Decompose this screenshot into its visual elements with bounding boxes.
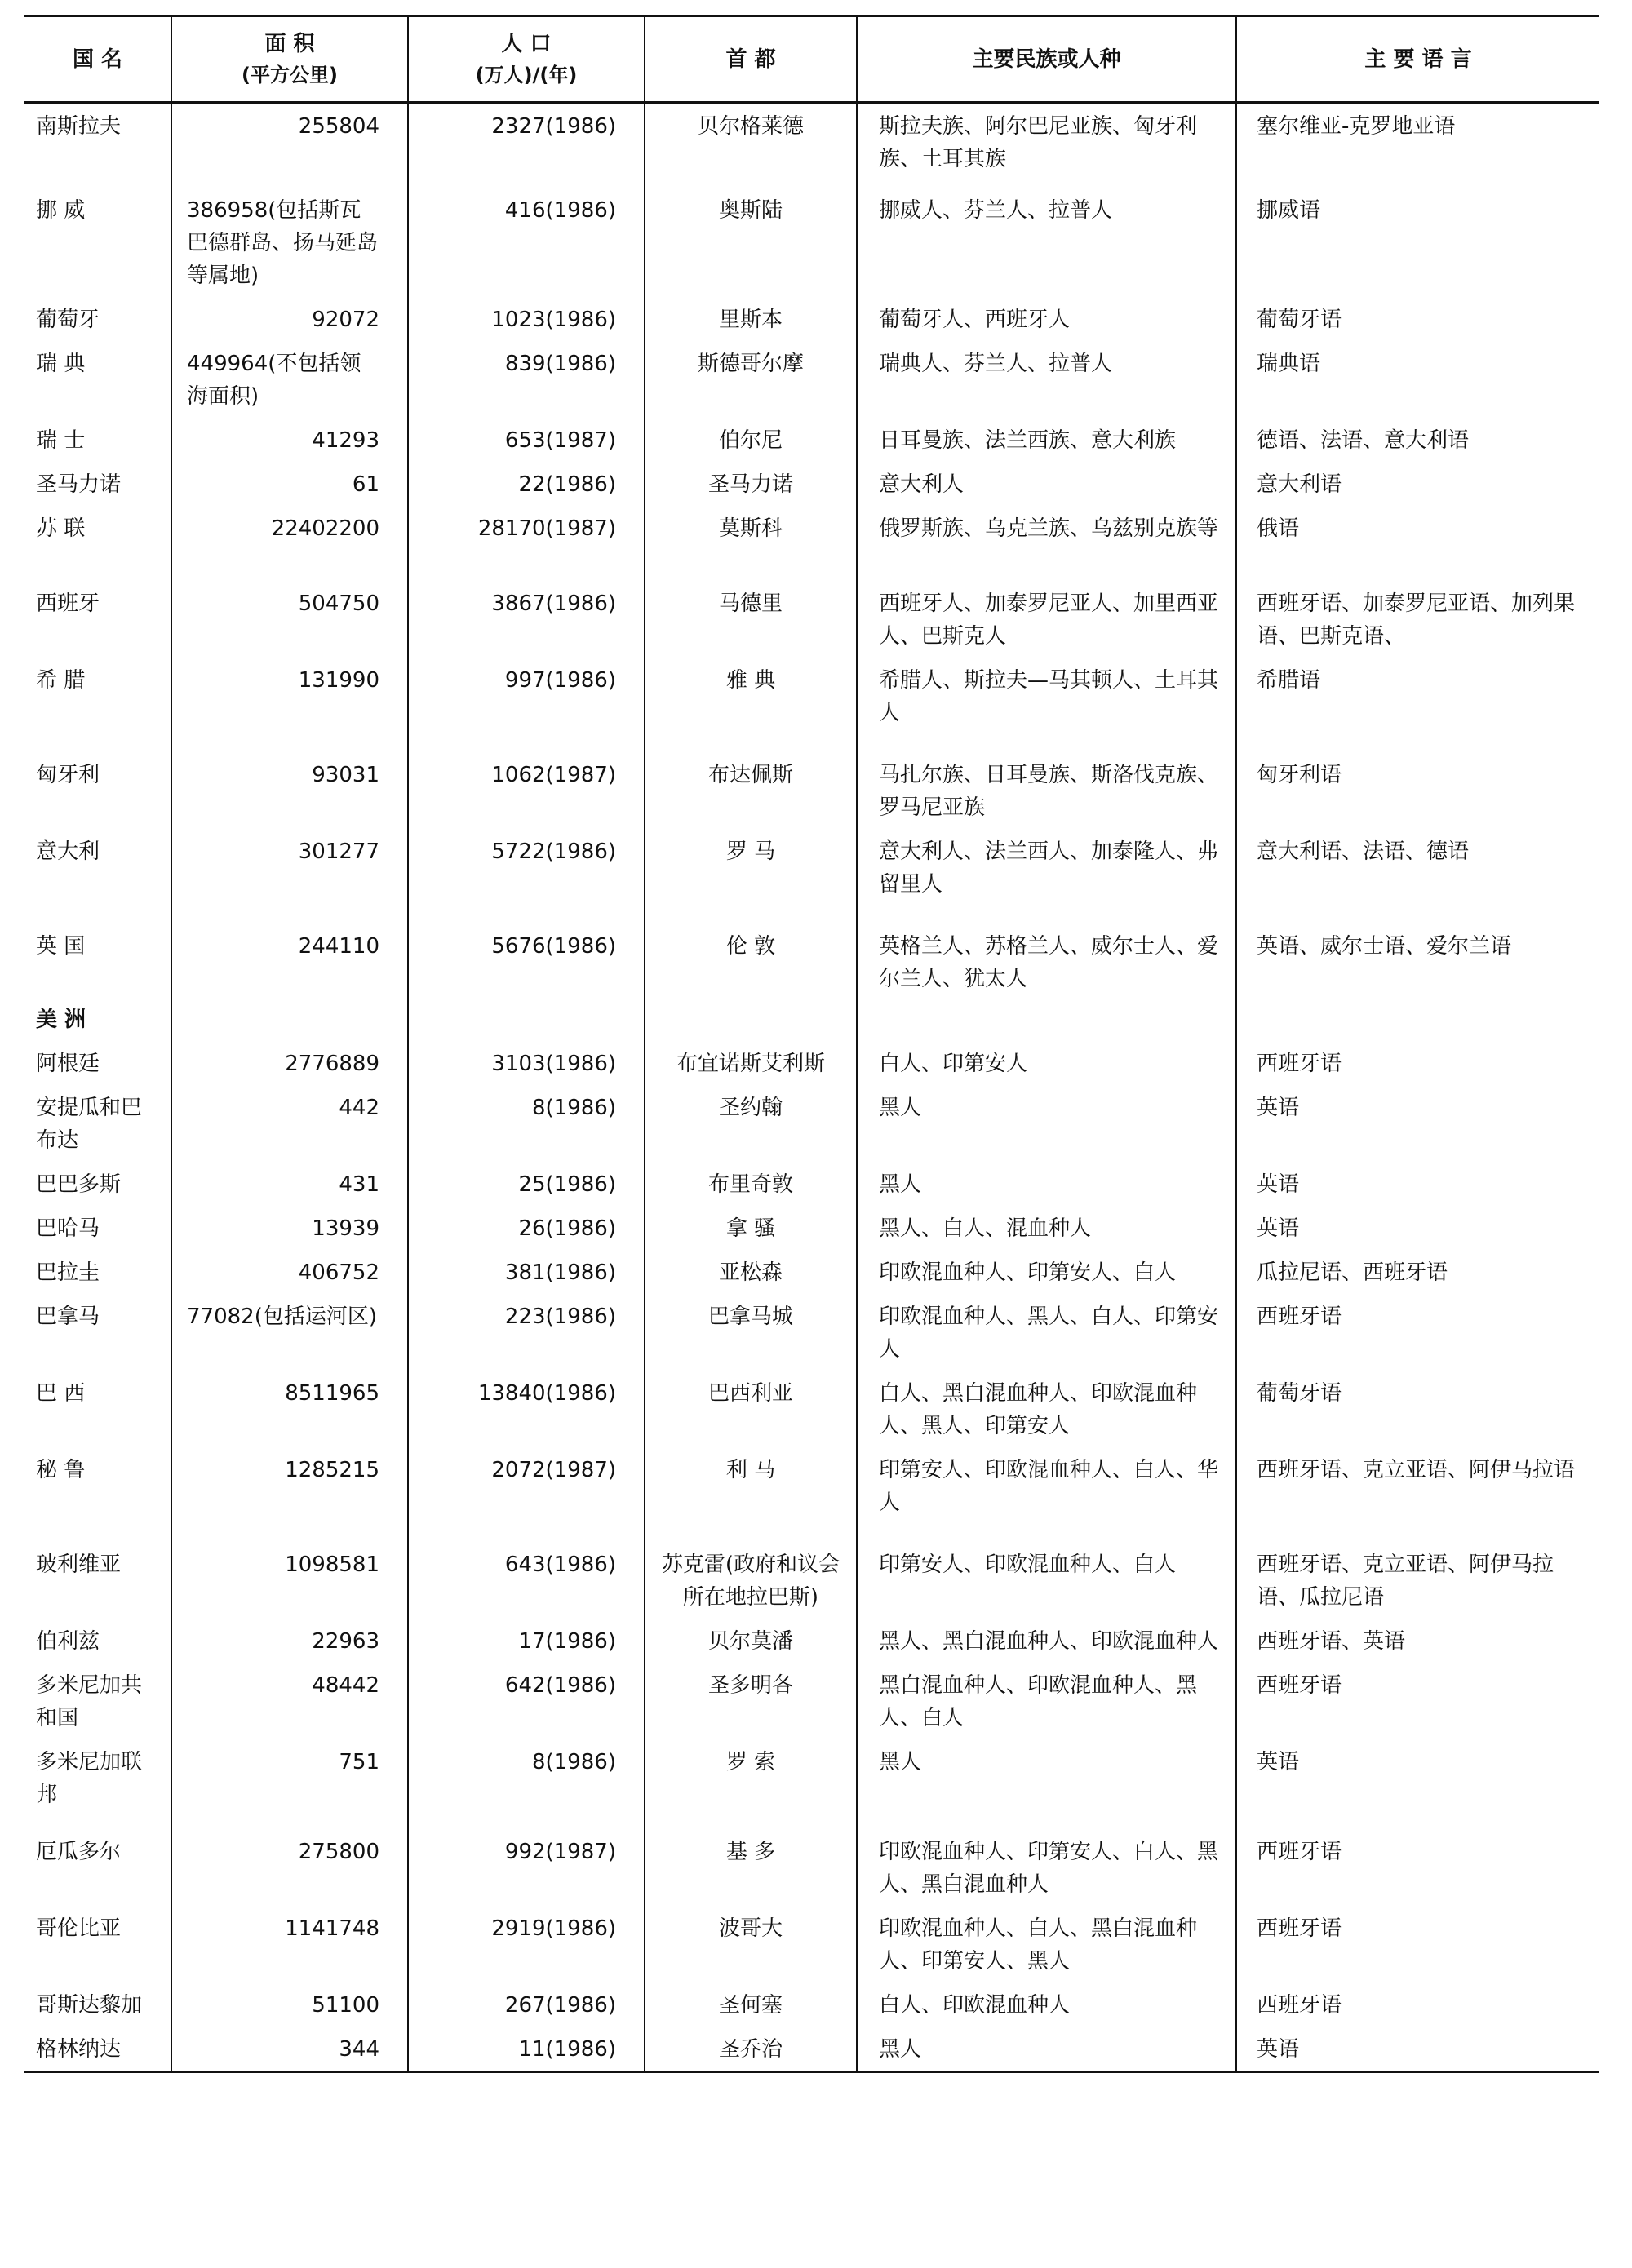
main-languages: 西班牙语 (1236, 1663, 1599, 1739)
population-value: 26(1986) (408, 1206, 645, 1250)
table-row (24, 1619, 1599, 1663)
area-value: 92072 (171, 297, 408, 341)
ethnic-groups: 白人、印第安人 (857, 1041, 1236, 1085)
main-languages: 英语 (1236, 1085, 1599, 1162)
capital-name: 里斯本 (645, 297, 857, 341)
area-value: 13939 (171, 1206, 408, 1250)
country-name: 巴拉圭 (36, 1260, 100, 1285)
section-row (24, 1000, 1599, 1041)
table-row (24, 1663, 1599, 1739)
area-value: 1141748 (171, 1906, 408, 1982)
area-value: 51100 (171, 1982, 408, 2027)
capital-name: 伯尔尼 (645, 418, 857, 462)
capital-name: 拿 骚 (645, 1206, 857, 1250)
header-population-label: 人 口 (501, 31, 552, 56)
country-name: 巴 西 (36, 1380, 86, 1406)
table-row (24, 103, 1599, 188)
country-name: 葡萄牙 (36, 307, 100, 332)
population-value: 223(1986) (408, 1294, 645, 1371)
table-row (24, 581, 1599, 658)
table-row (24, 1982, 1599, 2027)
empty-cell (1236, 1000, 1599, 1041)
main-languages: 匈牙利语 (1236, 752, 1599, 829)
population-value: 839(1986) (408, 341, 645, 418)
population-value: 3103(1986) (408, 1041, 645, 1085)
population-value: 653(1987) (408, 418, 645, 462)
main-languages: 英语 (1236, 1206, 1599, 1250)
main-languages: 瑞典语 (1236, 341, 1599, 418)
main-languages: 西班牙语 (1236, 1906, 1599, 1982)
area-value: 406752 (171, 1250, 408, 1294)
table-row (24, 658, 1599, 752)
population-value: 22(1986) (408, 462, 645, 506)
capital-name: 圣乔治 (645, 2027, 857, 2072)
table-row (24, 1906, 1599, 1982)
population-value: 1062(1987) (408, 752, 645, 829)
country-name: 安提瓜和巴布达 (36, 1095, 143, 1153)
capital-name: 贝尔格莱德 (645, 103, 857, 188)
capital-name: 波哥大 (645, 1906, 857, 1982)
table-row (24, 418, 1599, 462)
country-name: 挪 威 (36, 197, 86, 223)
capital-name: 雅 典 (645, 658, 857, 752)
country-name: 巴哈马 (36, 1216, 100, 1241)
capital-name: 布达佩斯 (645, 752, 857, 829)
country-name: 圣马力诺 (36, 472, 122, 497)
country-name: 多米尼加共和国 (36, 1672, 143, 1730)
ethnic-groups: 印欧混血种人、印第安人、白人、黑人、黑白混血种人 (857, 1829, 1236, 1906)
country-table-page (24, 15, 1599, 2073)
section-label: 美 洲 (36, 1007, 86, 1032)
population-value: 992(1987) (408, 1829, 645, 1906)
area-value: 8511965 (171, 1371, 408, 1447)
ethnic-groups: 黑人 (857, 1085, 1236, 1162)
ethnic-groups: 日耳曼族、法兰西族、意大利族 (857, 418, 1236, 462)
header-population-unit: (万人)/(年) (475, 63, 578, 86)
capital-name: 伦 敦 (645, 924, 857, 1000)
ethnic-groups: 黑人 (857, 2027, 1236, 2072)
header-area-label: 面 积 (264, 31, 315, 56)
main-languages: 葡萄牙语 (1236, 1371, 1599, 1447)
country-name: 格林纳达 (24, 2027, 171, 2072)
area-value: 131990 (171, 658, 408, 752)
main-languages: 西班牙语、克立亚语、阿伊马拉语、瓜拉尼语 (1236, 1542, 1599, 1619)
population-value: 5676(1986) (408, 924, 645, 1000)
capital-name: 巴西利亚 (645, 1371, 857, 1447)
area-value: 449964(不包括领海面积) (171, 341, 408, 418)
area-value: 61 (171, 462, 408, 506)
main-languages: 英语 (1236, 2027, 1599, 2072)
ethnic-groups: 意大利人 (857, 462, 1236, 506)
population-value: 643(1986) (408, 1542, 645, 1619)
population-value: 997(1986) (408, 658, 645, 752)
area-value: 22963 (171, 1619, 408, 1663)
ethnic-groups: 印欧混血种人、黑人、白人、印第安人 (857, 1294, 1236, 1371)
population-value: 25(1986) (408, 1162, 645, 1206)
table-row (24, 1041, 1599, 1085)
capital-name: 斯德哥尔摩 (645, 341, 857, 418)
country-name: 秘 鲁 (36, 1457, 86, 1482)
area-value: 77082(包括运河区) (171, 1294, 408, 1371)
ethnic-groups: 印第安人、印欧混血种人、白人 (857, 1542, 1236, 1619)
area-value: 275800 (171, 1829, 408, 1906)
main-languages: 挪威语 (1236, 188, 1599, 297)
country-table (24, 15, 1599, 2073)
area-value: 442 (171, 1085, 408, 1162)
main-languages: 英语 (1236, 1162, 1599, 1206)
table-row (24, 506, 1599, 581)
population-value: 642(1986) (408, 1663, 645, 1739)
population-value: 17(1986) (408, 1619, 645, 1663)
table-row (24, 1162, 1599, 1206)
header-language-label: 主 要 语 言 (1364, 47, 1472, 72)
country-name: 厄瓜多尔 (36, 1839, 122, 1864)
ethnic-groups: 葡萄牙人、西班牙人 (857, 297, 1236, 341)
empty-cell (408, 1000, 645, 1041)
header-ethnic (857, 16, 1236, 103)
population-value: 2072(1987) (408, 1447, 645, 1542)
capital-name: 罗 马 (645, 829, 857, 924)
main-languages: 希腊语 (1236, 658, 1599, 752)
country-name: 哥伦比亚 (36, 1916, 122, 1941)
main-languages: 西班牙语 (1236, 1294, 1599, 1371)
header-language (1236, 16, 1599, 103)
header-ethnic-label: 主要民族或人种 (972, 47, 1121, 72)
table-row (24, 924, 1599, 1000)
area-value: 1098581 (171, 1542, 408, 1619)
ethnic-groups: 白人、印欧混血种人 (857, 1982, 1236, 2027)
capital-name: 圣马力诺 (645, 462, 857, 506)
table-row (24, 1371, 1599, 1447)
population-value: 416(1986) (408, 188, 645, 297)
capital-name: 贝尔莫潘 (645, 1619, 857, 1663)
area-value: 751 (171, 1739, 408, 1829)
main-languages: 意大利语、法语、德语 (1236, 829, 1599, 924)
table-row (24, 188, 1599, 297)
header-capital (645, 16, 857, 103)
country-name: 巴拿马 (36, 1304, 100, 1329)
area-value: 255804 (171, 103, 408, 188)
capital-name: 莫斯科 (645, 506, 857, 581)
population-value: 5722(1986) (408, 829, 645, 924)
country-name: 南斯拉夫 (36, 114, 122, 139)
country-name: 西班牙 (36, 591, 100, 616)
table-row (24, 462, 1599, 506)
header-country (24, 16, 171, 103)
area-value: 386958(包括斯瓦巴德群岛、扬马延岛等属地) (171, 188, 408, 297)
ethnic-groups: 俄罗斯族、乌克兰族、乌兹别克族等 (857, 506, 1236, 581)
main-languages: 意大利语 (1236, 462, 1599, 506)
country-name: 匈牙利 (36, 762, 100, 787)
ethnic-groups: 白人、黑白混血种人、印欧混血种人、黑人、印第安人 (857, 1371, 1236, 1447)
population-value: 8(1986) (408, 1085, 645, 1162)
area-value: 48442 (171, 1663, 408, 1739)
empty-cell (857, 1000, 1236, 1041)
capital-name: 苏克雷(政府和议会所在地拉巴斯) (645, 1542, 857, 1619)
table-header (24, 16, 1599, 103)
capital-name: 圣多明各 (645, 1663, 857, 1739)
country-name: 多米尼加联邦 (36, 1749, 143, 1807)
table-row (24, 297, 1599, 341)
header-area-unit: (平方公里) (242, 63, 338, 86)
population-value: 267(1986) (408, 1982, 645, 2027)
area-value: 1285215 (171, 1447, 408, 1542)
main-languages: 西班牙语、克立亚语、阿伊马拉语 (1236, 1447, 1599, 1542)
population-value: 2919(1986) (408, 1906, 645, 1982)
main-languages: 英语 (1236, 1739, 1599, 1829)
main-languages: 塞尔维亚-克罗地亚语 (1236, 103, 1599, 188)
header-area (171, 16, 408, 103)
header-country-label: 国 名 (72, 47, 123, 72)
capital-name: 巴拿马城 (645, 1294, 857, 1371)
population-value: 11(1986) (408, 2027, 645, 2072)
country-name: 阿根廷 (36, 1051, 100, 1076)
ethnic-groups: 黑白混血种人、印欧混血种人、黑人、白人 (857, 1663, 1236, 1739)
capital-name: 亚松森 (645, 1250, 857, 1294)
main-languages: 西班牙语 (1236, 1829, 1599, 1906)
country-name: 英 国 (36, 933, 86, 959)
table-row (24, 1206, 1599, 1250)
table-row (24, 1739, 1599, 1829)
header-row (24, 16, 1599, 103)
main-languages: 西班牙语 (1236, 1982, 1599, 2027)
population-value: 381(1986) (408, 1250, 645, 1294)
capital-name: 圣约翰 (645, 1085, 857, 1162)
area-value: 41293 (171, 418, 408, 462)
country-name: 巴巴多斯 (36, 1172, 122, 1197)
ethnic-groups: 希腊人、斯拉夫—马其顿人、土耳其人 (857, 658, 1236, 752)
header-capital-label: 首 都 (725, 47, 776, 72)
country-name: 希 腊 (36, 667, 86, 693)
empty-cell (645, 1000, 857, 1041)
area-value: 244110 (171, 924, 408, 1000)
capital-name: 罗 索 (645, 1739, 857, 1829)
ethnic-groups: 黑人 (857, 1739, 1236, 1829)
table-row (24, 752, 1599, 829)
ethnic-groups: 黑人、白人、混血种人 (857, 1206, 1236, 1250)
main-languages: 俄语 (1236, 506, 1599, 581)
country-name: 伯利兹 (36, 1628, 100, 1654)
capital-name: 布里奇敦 (645, 1162, 857, 1206)
table-row (24, 1085, 1599, 1162)
country-name: 苏 联 (36, 516, 86, 541)
main-languages: 瓜拉尼语、西班牙语 (1236, 1250, 1599, 1294)
ethnic-groups: 黑人、黑白混血种人、印欧混血种人 (857, 1619, 1236, 1663)
main-languages: 西班牙语、加泰罗尼亚语、加列果语、巴斯克语、 (1236, 581, 1599, 658)
ethnic-groups: 黑人 (857, 1162, 1236, 1206)
main-languages: 西班牙语、英语 (1236, 1619, 1599, 1663)
area-value: 93031 (171, 752, 408, 829)
table-body (24, 103, 1599, 2072)
population-value: 1023(1986) (408, 297, 645, 341)
population-value: 28170(1987) (408, 506, 645, 581)
country-name: 瑞 士 (36, 427, 86, 453)
main-languages: 西班牙语 (1236, 1041, 1599, 1085)
table-row (24, 2027, 1599, 2072)
country-name: 瑞 典 (36, 351, 86, 376)
table-row (24, 829, 1599, 924)
main-languages: 德语、法语、意大利语 (1236, 418, 1599, 462)
area-value: 301277 (171, 829, 408, 924)
area-value: 22402200 (171, 506, 408, 581)
main-languages: 葡萄牙语 (1236, 297, 1599, 341)
ethnic-groups: 印欧混血种人、白人、黑白混血种人、印第安人、黑人 (857, 1906, 1236, 1982)
population-value: 13840(1986) (408, 1371, 645, 1447)
area-value: 504750 (171, 581, 408, 658)
country-name: 哥斯达黎加 (36, 1992, 143, 2018)
population-value: 2327(1986) (408, 103, 645, 188)
empty-cell (171, 1000, 408, 1041)
ethnic-groups: 马扎尔族、日耳曼族、斯洛伐克族、罗马尼亚族 (857, 752, 1236, 829)
area-value: 431 (171, 1162, 408, 1206)
population-value: 8(1986) (408, 1739, 645, 1829)
ethnic-groups: 印欧混血种人、印第安人、白人 (857, 1250, 1236, 1294)
capital-name: 布宜诺斯艾利斯 (645, 1041, 857, 1085)
capital-name: 圣何塞 (645, 1982, 857, 2027)
capital-name: 奥斯陆 (645, 188, 857, 297)
area-value: 2776889 (171, 1041, 408, 1085)
table-row (24, 341, 1599, 418)
ethnic-groups: 挪威人、芬兰人、拉普人 (857, 188, 1236, 297)
ethnic-groups: 意大利人、法兰西人、加泰隆人、弗留里人 (857, 829, 1236, 924)
capital-name: 利 马 (645, 1447, 857, 1542)
table-row (24, 1250, 1599, 1294)
header-population (408, 16, 645, 103)
ethnic-groups: 英格兰人、苏格兰人、威尔士人、爱尔兰人、犹太人 (857, 924, 1236, 1000)
ethnic-groups: 斯拉夫族、阿尔巴尼亚族、匈牙利族、土耳其族 (857, 103, 1236, 188)
main-languages: 英语、威尔士语、爱尔兰语 (1236, 924, 1599, 1000)
table-row (24, 1294, 1599, 1371)
country-name: 玻利维亚 (36, 1552, 122, 1577)
capital-name: 马德里 (645, 581, 857, 658)
table-row (24, 1447, 1599, 1542)
ethnic-groups: 西班牙人、加泰罗尼亚人、加里西亚人、巴斯克人 (857, 581, 1236, 658)
population-value: 3867(1986) (408, 581, 645, 658)
table-row (24, 1542, 1599, 1619)
area-value: 344 (171, 2027, 408, 2072)
capital-name: 基 多 (645, 1829, 857, 1906)
ethnic-groups: 印第安人、印欧混血种人、白人、华人 (857, 1447, 1236, 1542)
table-row (24, 1829, 1599, 1906)
ethnic-groups: 瑞典人、芬兰人、拉普人 (857, 341, 1236, 418)
country-name: 意大利 (36, 839, 100, 864)
